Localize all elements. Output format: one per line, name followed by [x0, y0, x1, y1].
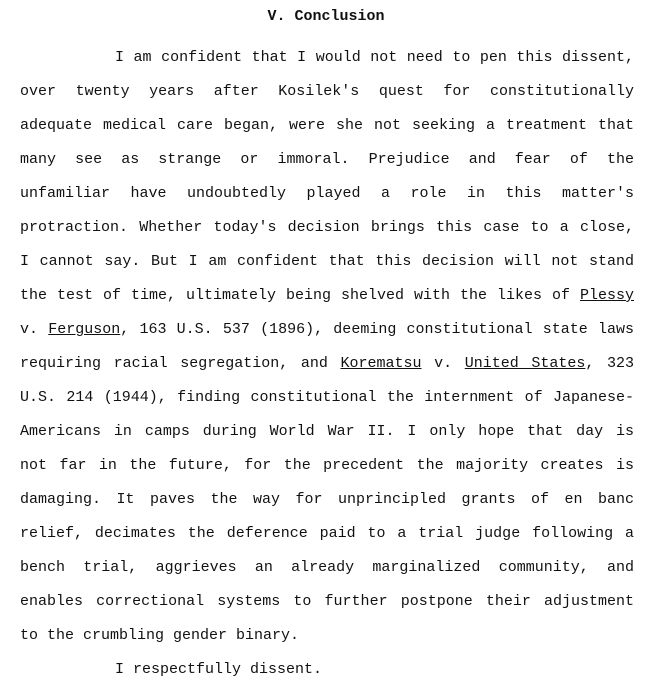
text-segment: v. — [20, 321, 49, 338]
text-line — [20, 313, 634, 347]
text-line: enables correctional systems to further postpone their adjustment — [20, 593, 634, 610]
text-segment: , 323 — [585, 355, 634, 372]
text-line: not far in the future, for the precedent the majority creates is — [20, 457, 634, 474]
case-name-ferguson: Ferguson — [48, 321, 121, 338]
text-line: over twenty years after Kosilek's quest for constitutionally — [20, 83, 634, 100]
text-line: many see as strange or immoral. Prejudice and fear of the — [20, 151, 634, 168]
text-line: U.S. 214 (1944), finding constitutional the internment of Japanese- — [20, 389, 634, 406]
text-segment: the test of time, ultimately being shelved with the likes of — [20, 287, 580, 304]
text-line — [20, 347, 634, 381]
text-line: I am confident that I would not need to pen this dissent, — [115, 49, 634, 66]
text-line: relief, decimates the deference paid to a trial judge following a — [20, 525, 634, 542]
text-line: damaging. It paves the way for unprincipled grants of en banc — [20, 491, 634, 508]
closing-line: I respectfully dissent. — [115, 661, 323, 678]
conclusion-body — [20, 41, 634, 687]
text-line: bench trial, aggrieves an already marginalized community, and — [20, 559, 634, 576]
text-line: Americans in camps during World War II. I only hope that day is — [20, 423, 634, 440]
case-name-korematsu: Korematsu — [340, 355, 422, 372]
case-name-plessy: Plessy — [579, 287, 634, 304]
case-name-united-states: United States — [464, 355, 586, 372]
text-segment: , 163 U.S. 537 (1896), deeming constitutional state laws — [120, 321, 634, 338]
text-line: adequate medical care began, were she not seeking a treatment that — [20, 117, 634, 134]
text-segment: v. — [421, 355, 465, 372]
text-line — [20, 279, 634, 313]
text-segment: requiring racial segregation, and — [20, 355, 341, 372]
text-line: I cannot say. But I am confident that this decision will not stand — [20, 253, 634, 270]
text-line: protraction. Whether today's decision brings this case to a close, — [20, 219, 634, 236]
text-line: unfamiliar have undoubtedly played a role in this matter's — [20, 185, 634, 202]
text-line: to the crumbling gender binary. — [20, 627, 300, 644]
section-heading: V. Conclusion — [267, 8, 385, 25]
